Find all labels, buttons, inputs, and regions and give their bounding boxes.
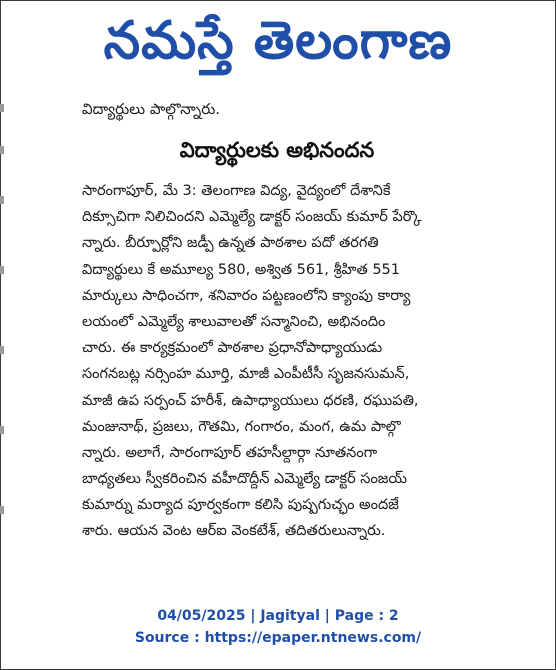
article-line: మాజీ ఉప సర్పంచ్ హరీశ్, ఉపాధ్యాయులు ధరణి, రఘుపతి, — [82, 392, 419, 409]
article-line: సారంగాపూర్, మే 3: తెలంగాణ విద్య, వైద్యంలో దేశానికే — [82, 183, 391, 199]
previous-article-tail: విద్యార్థులు పాల్గొన్నారు. — [82, 100, 221, 118]
source-link[interactable]: Source : https://epaper.ntnews.com/ — [134, 630, 422, 646]
scan-edge-mark — [0, 506, 4, 514]
scan-edge-mark — [0, 426, 4, 434]
article-line: సంగనబట్ల నర్సింహ మూర్తి, మాజీ ఎంపీటీసీ సృజనసుమన్, — [82, 366, 410, 383]
scan-edge-mark — [0, 346, 4, 354]
newspaper-masthead: నమస్తే తెలంగాణ — [103, 11, 453, 71]
article-line: దిక్సూచిగా నిలిచిందని ఎమ్మెల్యే డాక్టర్ సంజయ్ కుమార్ పేర్కొ — [82, 209, 422, 226]
article-headline: విద్యార్థులకు అభినందన — [179, 138, 375, 162]
article-line: మంజునాథ్, ప్రజలు, గౌతమి, గంగారం, మంగ, ఉమ పాల్గొ — [82, 418, 401, 435]
article-line: న్నారు. బీర్పూర్లోని జడ్పీ ఉన్నత పాఠశాల పదో తరగతి — [82, 235, 379, 252]
article-line: మార్కులు సాధించగా, శనివారం పట్టణంలోని క్యాంపు కార్యా — [82, 287, 411, 304]
article-line: బాధ్యతలు స్వీకరించిన వహీదొద్దీన్ ఎమ్మెల్యే డాక్టర్ సంజయ్ — [82, 471, 408, 488]
scan-edge-mark — [0, 196, 4, 204]
next-headline-cutoff — [200, 576, 380, 591]
scan-edge-mark — [0, 266, 4, 274]
article-line: చారు. ఈ కార్యక్రమంలో పాఠశాల ప్రధానోపాధ్యాయుడు — [82, 340, 383, 357]
article-line: శారు. ఆయన వెంట ఆర్ఐ వెంకటేశ్, తదితరులున్నారు. — [82, 523, 386, 540]
edition-info: 04/05/2025 | Jagityal | Page : 2 — [157, 608, 399, 624]
article-line: విద్యార్థులు కే అమూల్య 580, అశ్విత 561, శ్రీహిత 551 — [82, 261, 401, 278]
article-line: కుమార్ను మర్యాద పూర్వకంగా కలిసి పుష్పగుచ్ఛం అందజే — [82, 497, 399, 514]
article-line: లయంలో ఎమ్మెల్యే శాలువాలతో సన్మానించి, అభినందిం — [82, 313, 386, 330]
article-body — [82, 178, 496, 545]
scan-edge-mark — [0, 104, 4, 112]
article-clipping — [0, 86, 554, 591]
article-line: న్నారు. అలాగే, సారంగాపూర్ తహసీల్దార్గా నూతనంగా — [82, 444, 378, 461]
